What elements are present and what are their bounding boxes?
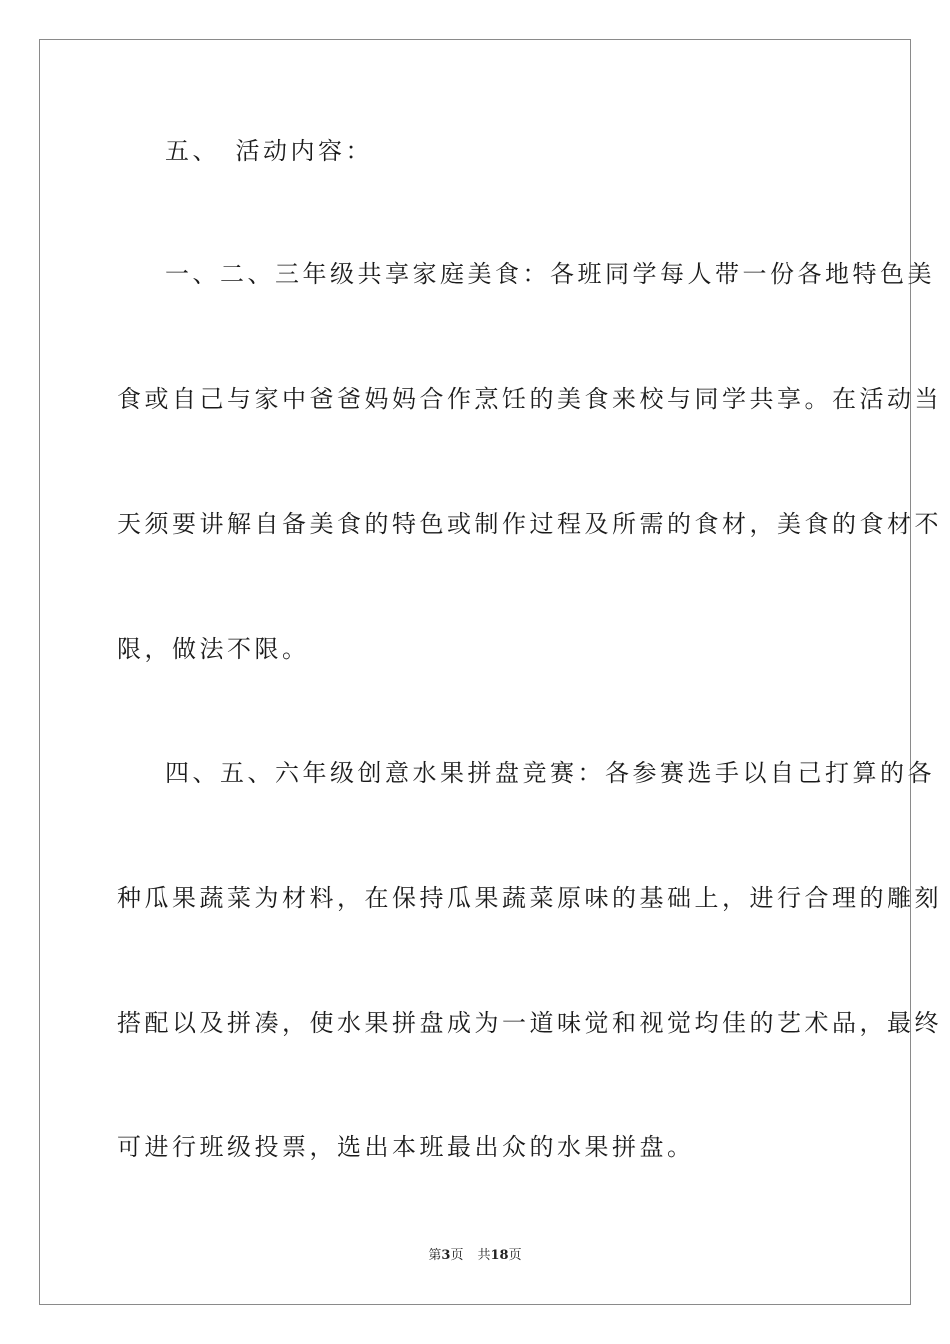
- paragraph-2-line-1: 四、五、六年级创意水果拼盘竞赛：各参赛选手以自己打算的各: [165, 759, 935, 787]
- footer-page-number: 3: [441, 1248, 451, 1263]
- paragraph-2-line-4: 可进行班级投票，选出本班最出众的水果拼盘。: [117, 1133, 695, 1161]
- footer-page-prefix: 第: [428, 1248, 442, 1263]
- footer-total-pages: 18: [490, 1248, 509, 1263]
- paragraph-2-line-2: 种瓜果蔬菜为材料，在保持瓜果蔬菜原味的基础上，进行合理的雕刻: [117, 884, 942, 912]
- page-footer: [0, 1248, 950, 1264]
- page-border: [39, 39, 942, 1305]
- section-heading: 五、 活动内容：: [165, 137, 373, 165]
- paragraph-1-line-2: 食或自己与家中爸爸妈妈合作烹饪的美食来校与同学共享。在活动当: [117, 385, 942, 413]
- footer-total-suffix: 页: [508, 1248, 522, 1263]
- paragraph-2-line-3: 搭配以及拼凑，使水果拼盘成为一道味觉和视觉均佳的艺术品，最终: [117, 1009, 942, 1037]
- paragraph-1-line-1: 一、二、三年级共享家庭美食：各班同学每人带一份各地特色美: [165, 260, 935, 288]
- paragraph-1-line-4: 限，做法不限。: [117, 635, 310, 663]
- footer-total-prefix: 共: [477, 1248, 491, 1263]
- footer-page-suffix: 页: [450, 1248, 464, 1263]
- paragraph-1-line-3: 天须要讲解自备美食的特色或制作过程及所需的食材，美食的食材不: [117, 510, 942, 538]
